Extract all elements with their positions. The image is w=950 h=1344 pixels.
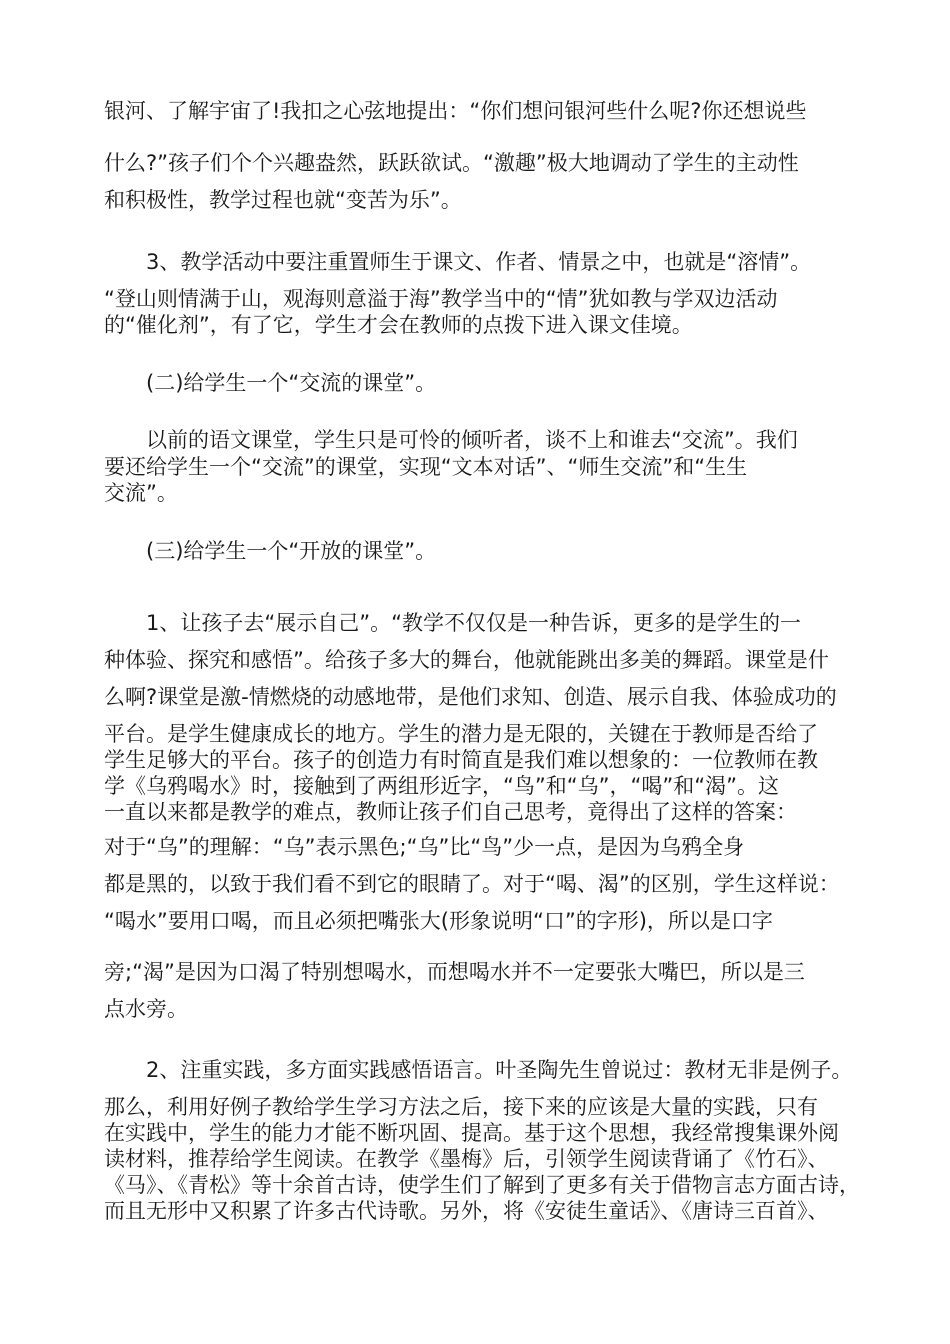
text-line: 《马》、《青松》等十余首古诗，使学生们了解到了更多有关于借物言志方面古诗， [104,1173,860,1197]
text-line: “登山则情满于山，观海则意溢于海”教学当中的“情”犹如教与学双边活动 [104,287,778,311]
text-line: 点水旁。 [104,997,188,1021]
text-line: 对于“乌”的理解：“乌”表示黑色;“乌”比“鸟”少一点，是因为乌鸦全身 [104,835,745,859]
text-line: 交流”。 [104,481,178,505]
text-line: 平台。是学生健康成长的地方。学生的潜力是无限的，关键在于教师是否给了 [104,722,818,746]
text-line: 和积极性，教学过程也就“变苦为乐”。 [104,188,462,212]
text-line: 要还给学生一个“交流”的课堂，实现“文本对话”、“师生交流”和“生生 [104,455,748,479]
text-line: 1、让孩子去“展示自己”。“教学不仅仅是一种告诉，更多的是学生的一 [146,611,801,635]
text-line: 学《乌鸦喝水》时，接触到了两组形近字，“鸟”和“乌”，“喝”和“渴”。这 [104,774,780,798]
text-line: 那么，利用好例子教给学生学习方法之后，接下来的应该是大量的实践，只有 [104,1095,818,1119]
text-line: “喝水”要用口喝，而且必须把嘴张大(形象说明“口”的字形)，所以是口字 [104,909,773,933]
text-line: 在实践中，学生的能力才能不断巩固、提高。基于这个思想，我经常搜集课外阅 [104,1121,839,1145]
section-heading: (二)给学生一个“交流的课堂”。 [146,371,437,395]
text-line: 旁;“渴”是因为口渴了特别想喝水，而想喝水并不一定要张大嘴巴，所以是三 [104,960,805,984]
text-line: 么啊?课堂是激-情燃烧的动感地带，是他们求知、创造、展示自我、体验成功的 [104,685,837,709]
text-line: 以前的语文课堂，学生只是可怜的倾听者，谈不上和谁去“交流”。我们 [146,428,798,452]
text-line: 一直以来都是教学的难点，教师让孩子们自己思考，竟得出了这样的答案： [104,800,797,824]
text-line: 2、注重实践，多方面实践感悟语言。叶圣陶先生曾说过：教材无非是例子。 [146,1058,853,1082]
text-line: 3、教学活动中要注重置师生于课文、作者、情景之中，也就是“溶情”。 [146,250,812,274]
text-line: 都是黑的，以致于我们看不到它的眼睛了。对于“喝、渴”的区别，学生这样说： [104,872,840,896]
text-line: 的“催化剂”，有了它，学生才会在教师的点拨下进入课文佳境。 [104,313,693,337]
section-heading: (三)给学生一个“开放的课堂”。 [146,539,437,563]
text-line: 读材料，推荐给学生阅读。在教学《墨梅》后，引领学生阅读背诵了《竹石》、 [104,1147,829,1171]
text-line: 而且无形中又积累了许多古代诗歌。另外，将《安徒生童话》、《唐诗三百首》、 [104,1199,829,1223]
text-line: 银河、了解宇宙了!我扣之心弦地提出：“你们想问银河些什么呢?你还想说些 [104,99,807,123]
text-line: 什么?”孩子们个个兴趣盎然，跃跃欲试。“激趣”极大地调动了学生的主动性 [104,151,799,175]
text-line: 学生足够大的平台。孩子的创造力有时简直是我们难以想象的：一位教师在教 [104,748,818,772]
text-line: 种体验、探究和感悟”。给孩子多大的舞台，他就能跳出多美的舞蹈。课堂是什 [104,648,829,672]
